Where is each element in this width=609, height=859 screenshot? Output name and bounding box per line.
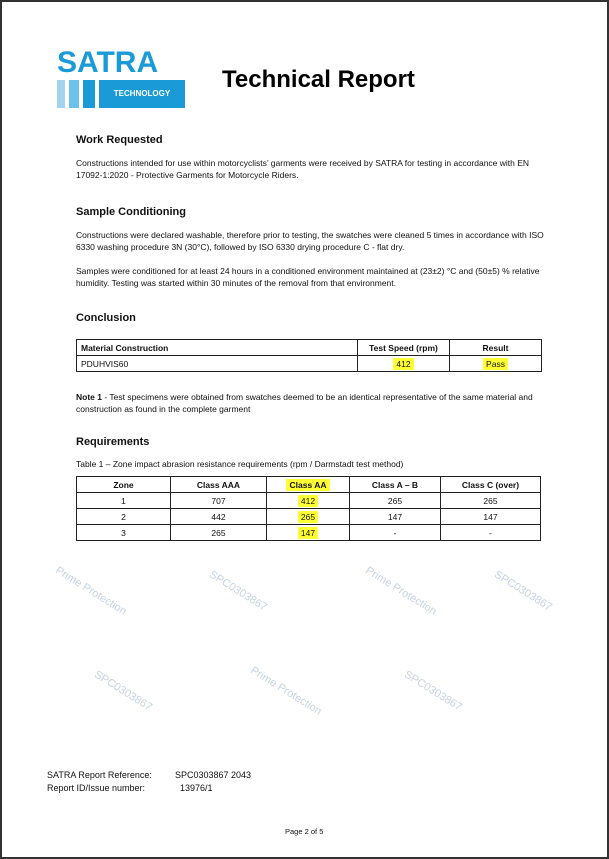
- note-1: [76, 391, 546, 415]
- table-cell: 265: [350, 493, 441, 509]
- speed-value: 412: [393, 358, 413, 370]
- watermark-text: Prime Protection: [53, 564, 129, 618]
- page-number: Page 2 of 5: [285, 827, 324, 836]
- table-cell: 442: [171, 509, 267, 525]
- header-cell: Material Construction: [77, 340, 358, 356]
- table-header-row: [77, 477, 541, 493]
- logo-word: SATRA: [57, 46, 159, 79]
- logo-bar: [57, 80, 65, 108]
- report-reference: [47, 770, 251, 781]
- table-row: [77, 509, 541, 525]
- table-cell: 265: [441, 493, 541, 509]
- header-cell: Zone: [77, 477, 171, 493]
- table-header-row: [77, 340, 542, 356]
- table-cell: [267, 509, 350, 525]
- sample-conditioning-para1: Constructions were declared washable, therefore prior to testing, the swatches were cleaned 5 times in accordance with ISO 6330 washing procedure 3N (30°C), followed by ISO 6330 drying procedure C - flat dry.: [76, 230, 544, 252]
- header-cell: Class AAA: [171, 477, 267, 493]
- table-row: [77, 525, 541, 541]
- header-cell: Test Speed (rpm): [358, 340, 450, 356]
- requirements-caption: Table 1 – Zone impact abrasion resistance requirements (rpm / Darmstadt test method): [76, 459, 404, 469]
- sample-conditioning-para2: Samples were conditioned for at least 24 hours in a conditioned environment maintained at (23±2) °C and (50±5) % relative humidity. Testing was started within 30 minutes of the removal from that environment.: [76, 266, 540, 288]
- header-cell: Class C (over): [441, 477, 541, 493]
- conclusion-table: [76, 339, 542, 372]
- id-label: Report ID/Issue number:: [47, 783, 146, 793]
- work-requested-heading: Work Requested: [76, 134, 163, 146]
- table-cell: 265: [171, 525, 267, 541]
- id-value: 13976/1: [180, 783, 213, 793]
- header-cell: Result: [450, 340, 542, 356]
- table-row: [77, 356, 542, 372]
- table-cell: 2: [77, 509, 171, 525]
- table-row: [77, 493, 541, 509]
- logo-subtitle: TECHNOLOGY: [99, 80, 185, 108]
- satra-logo: [57, 46, 185, 108]
- table-cell: 147: [441, 509, 541, 525]
- note-label: Note 1: [76, 392, 102, 402]
- header-cell: [267, 477, 350, 493]
- speed-cell: [358, 356, 450, 372]
- table-cell: [267, 525, 350, 541]
- table-cell: 147: [350, 509, 441, 525]
- highlighted-value: 147: [298, 527, 318, 539]
- watermark-text: Prime Protection: [248, 664, 324, 718]
- requirements-table: [76, 476, 541, 541]
- report-id: [47, 783, 213, 794]
- watermark-text: SPC0303867: [402, 668, 464, 714]
- highlighted-value: 265: [298, 511, 318, 523]
- highlighted-value: 412: [298, 495, 318, 507]
- sample-conditioning-heading: Sample Conditioning: [76, 206, 186, 218]
- ref-value: SPC0303867 2043: [175, 770, 252, 780]
- highlighted-header: Class AA: [286, 479, 329, 491]
- page-title: Technical Report: [222, 66, 415, 93]
- requirements-heading: Requirements: [76, 436, 150, 448]
- note-text: - Test specimens were obtained from swatches deemed to be an identical representative of the same material and construction as found in the complete garment: [76, 392, 533, 414]
- ref-label: SATRA Report Reference:: [47, 770, 152, 780]
- watermark-text: Prime Protection: [363, 564, 439, 618]
- table-cell: 3: [77, 525, 171, 541]
- watermark-text: SPC0303867: [492, 568, 554, 614]
- table-cell: -: [350, 525, 441, 541]
- watermark-text: SPC0303867: [92, 668, 154, 714]
- header-cell: Class A – B: [350, 477, 441, 493]
- work-requested-text: Constructions intended for use within motorcyclists’ garments were received by SATRA for testing in accordance with EN 17092-1:2020 - Protective Garments for Motorcycle Riders.: [76, 158, 530, 180]
- result-cell: [450, 356, 542, 372]
- watermark-text: SPC0303867: [207, 568, 269, 614]
- conclusion-heading: Conclusion: [76, 312, 136, 324]
- logo-bar: [69, 80, 79, 108]
- result-value: Pass: [483, 358, 508, 370]
- logo-bar: [83, 80, 95, 108]
- table-cell: [267, 493, 350, 509]
- table-cell: 1: [77, 493, 171, 509]
- table-cell: 707: [171, 493, 267, 509]
- material-cell: PDUHVIS60: [77, 356, 358, 372]
- table-cell: -: [441, 525, 541, 541]
